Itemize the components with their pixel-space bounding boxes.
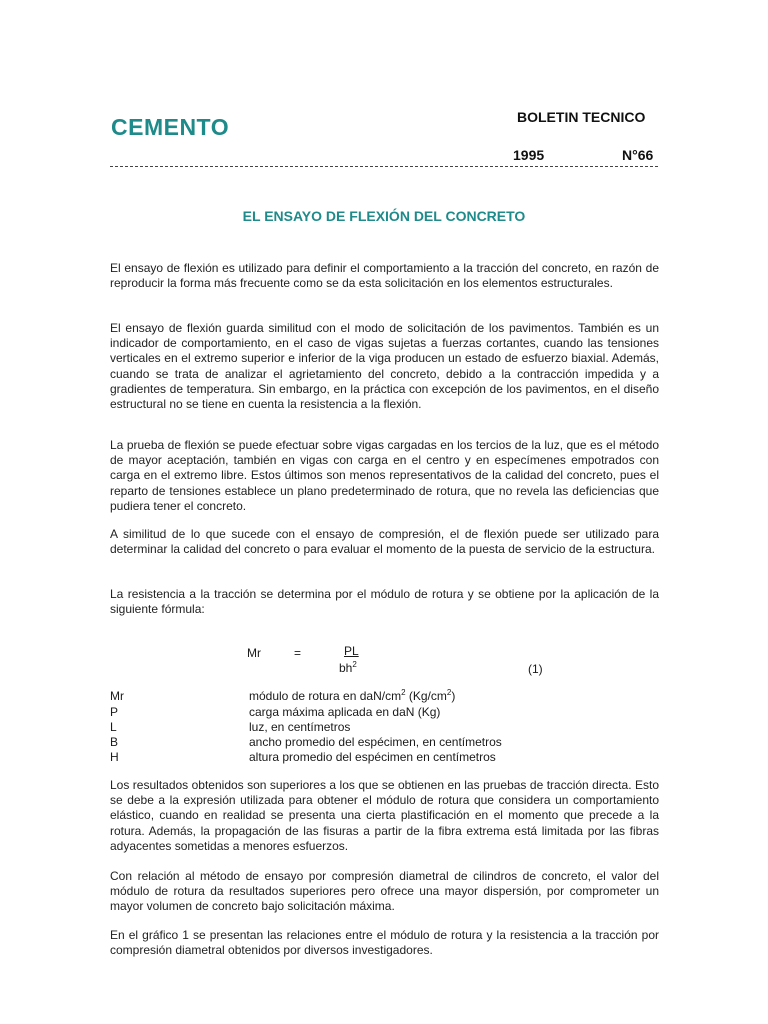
paragraph-similarity: El ensayo de flexión guarda similitud con el modo de solicitación de los pavimentos. También es un indicador de comportamiento, en el caso de vigas sujetas a fuerzas cortantes, cuando las tensiones verticales en el extremo superior e inferior de la viga producen un estado de esfuerzo biaxial. Además, cuando se trata de analizar el agrietamiento del concreto, debido a la contracción impedida y a gradientes de temperatura. Sin embargo, en la práctica con excepción de los pavimentos, en el diseño estructural no se tiene en cuenta la resistencia a la flexión. bbox=[110, 321, 659, 412]
formula-denominator-exponent: 2 bbox=[352, 660, 357, 669]
definition-text: altura promedio del espécimen en centímetros bbox=[249, 750, 496, 764]
definition-symbol: P bbox=[110, 705, 119, 719]
definition-symbol: B bbox=[110, 735, 119, 749]
definition-text: luz, en centímetros bbox=[249, 720, 351, 734]
paragraph-results: Los resultados obtenidos son superiores a los que se obtienen en las pruebas de tracción directa. Esto se debe a la expresión utilizada para obtener el módulo de rotura que considera un comportamiento elástico, cuando en realidad se presenta una cierta plastificación en el momento que precede a la rotura. Además, la propagación de las fisuras a partir de la fibra extrema está limitada por las fibras adyacentes sometidas a menores esfuerzos. bbox=[110, 778, 659, 853]
formula-reference: (1) bbox=[528, 662, 543, 676]
bulletin-label: BOLETIN TECNICO bbox=[517, 109, 646, 125]
paragraph-quality: A similitud de lo que sucede con el ensayo de compresión, el de flexión puede ser utilizado para determinar la calidad del concreto o para evaluar el momento de la puesta de servicio de la estructura. bbox=[110, 527, 659, 557]
definition-row bbox=[110, 705, 659, 720]
definition-text: módulo de rotura en daN/$cm^2$ $(Kg/cm^2)$ bbox=[249, 688, 456, 703]
definition-row bbox=[110, 689, 659, 704]
definition-symbol: L bbox=[110, 720, 117, 734]
formula-numerator: PL bbox=[344, 644, 359, 658]
paragraph-chart-reference: En el gráfico 1 se presentan las relaciones entre el módulo de rotura y la resistencia a la tracción por compresión diametral obtenidos por diversos investigadores. bbox=[110, 928, 659, 958]
definition-row bbox=[110, 735, 659, 750]
paragraph-test-methods: La prueba de flexión se puede efectuar sobre vigas cargadas en los tercios de la luz, que es el método de mayor aceptación, también en vigas con carga en el centro y en especímenes empotrados con carga en el extremo libre. Estos últimos son menos representativos de la calidad del concreto, pues el reparto de tensiones establece un plano predeterminado de rotura, que no revela las deficiencias que pudiera tener el concreto. bbox=[110, 438, 659, 513]
formula-denominator-base: bh bbox=[339, 661, 353, 675]
definition-text: carga máxima aplicada en daN (Kg) bbox=[249, 705, 441, 719]
paragraph-diametral: Con relación al método de ensayo por compresión diametral de cilindros de concreto, el valor del módulo de rotura da resultados superiores pero ofrece una mayor dispersión, por comprometer un mayor volumen de concreto bajo solicitación máxima. bbox=[110, 869, 659, 914]
paragraph-intro: El ensayo de flexión es utilizado para definir el comportamiento a la tracción del concreto, en razón de reproducir la forma más frecuente como se da esta solicitación en los elementos estructurales. bbox=[110, 261, 659, 291]
header-divider bbox=[110, 166, 658, 167]
document-title: EL ENSAYO DE FLEXIÓN DEL CONCRETO bbox=[242, 208, 526, 224]
definition-symbol: Mr bbox=[110, 689, 124, 703]
definition-text: ancho promedio del espécimen, en centímetros bbox=[249, 735, 502, 749]
formula-denominator bbox=[339, 661, 357, 675]
brand-title: CEMENTO bbox=[111, 114, 230, 140]
issue-number: N°66 bbox=[622, 147, 654, 163]
issue-year: 1995 bbox=[513, 147, 545, 163]
definition-row bbox=[110, 750, 659, 765]
definition-symbol: H bbox=[110, 750, 119, 764]
definition-row bbox=[110, 720, 659, 735]
formula-lhs: Mr bbox=[247, 646, 261, 660]
paragraph-formula-intro: La resistencia a la tracción se determina por el módulo de rotura y se obtiene por la aplicación de la siguiente fórmula: bbox=[110, 587, 659, 617]
formula-equals: = bbox=[294, 646, 302, 660]
